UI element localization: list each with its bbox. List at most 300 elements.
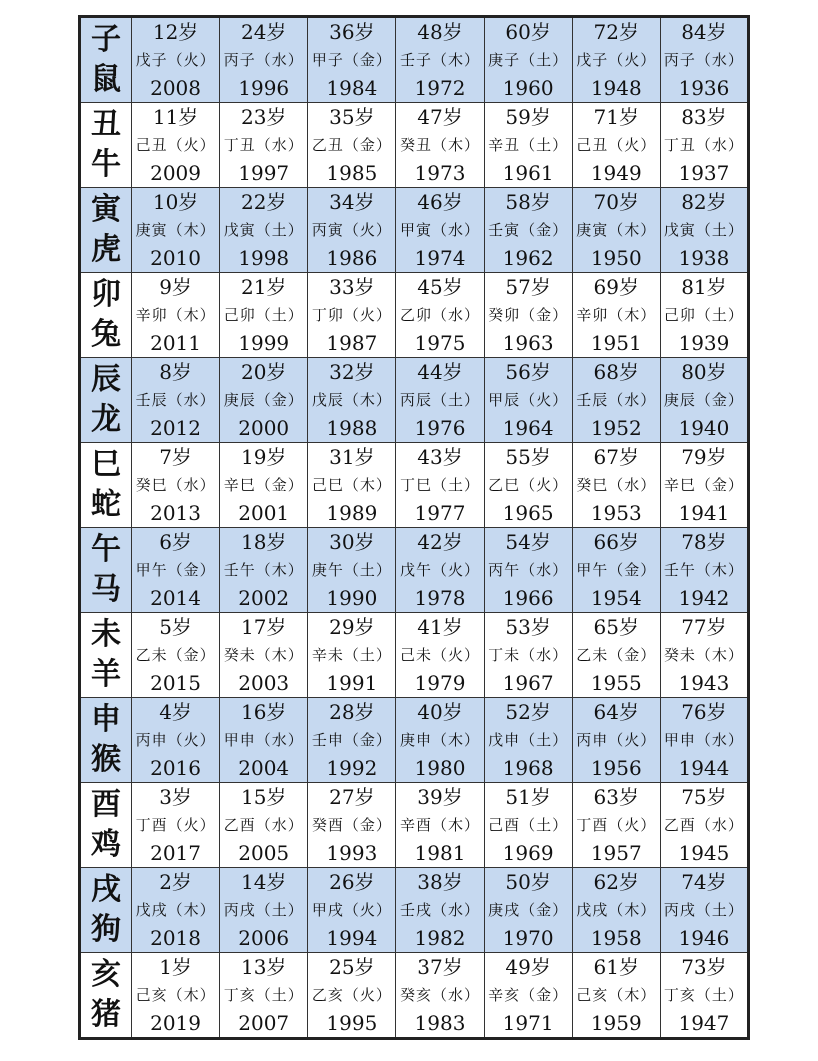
- ganzhi-element: 壬辰（水）: [576, 391, 657, 409]
- ganzhi-element: 乙未（金）: [135, 646, 216, 664]
- age-cell: [484, 953, 572, 1039]
- age: 50岁: [505, 870, 551, 894]
- zodiac-animal: 兔: [91, 317, 121, 352]
- zodiac-animal: 鸡: [91, 827, 121, 862]
- age-cell: [132, 443, 220, 528]
- age: 75岁: [681, 785, 727, 809]
- ganzhi-element: 壬申（金）: [311, 731, 392, 749]
- earthly-branch: 亥: [91, 957, 121, 992]
- age: 38岁: [417, 870, 463, 894]
- age-cell: [484, 17, 572, 103]
- birth-year: 2004: [238, 756, 290, 780]
- ganzhi-element: 戊子（火）: [576, 51, 657, 69]
- birth-year: 1977: [414, 501, 466, 525]
- age-cell: [660, 273, 748, 358]
- age-cell: [396, 273, 484, 358]
- zodiac-label-cell: [80, 868, 132, 953]
- ganzhi-element: 己酉（土）: [488, 816, 569, 834]
- birth-year: 2016: [150, 756, 202, 780]
- ganzhi-element: 辛卯（木）: [576, 306, 657, 324]
- birth-year: 1941: [678, 501, 730, 525]
- ganzhi-element: 丙戌（土）: [223, 901, 304, 919]
- birth-year: 1998: [238, 246, 290, 270]
- age: 9岁: [159, 275, 192, 299]
- birth-year: 2008: [150, 76, 202, 100]
- ganzhi-element: 丁酉（火）: [576, 816, 657, 834]
- birth-year: 1981: [414, 841, 466, 865]
- age-cell: [660, 698, 748, 783]
- birth-year: 1975: [414, 331, 466, 355]
- ganzhi-element: 壬戌（水）: [399, 901, 480, 919]
- age-cell: [484, 103, 572, 188]
- birth-year: 1953: [590, 501, 642, 525]
- age-cell: [660, 613, 748, 698]
- ganzhi-element: 丙子（水）: [223, 51, 304, 69]
- age-cell: [132, 188, 220, 273]
- birth-year: 1951: [590, 331, 642, 355]
- birth-year: 2015: [150, 671, 202, 695]
- age: 57岁: [505, 275, 551, 299]
- age: 47岁: [417, 105, 463, 129]
- ganzhi-element: 辛丑（土）: [488, 136, 569, 154]
- age-cell: [132, 358, 220, 443]
- age-cell: [220, 17, 308, 103]
- age: 3岁: [159, 785, 192, 809]
- age: 54岁: [505, 530, 551, 554]
- birth-year: 1989: [326, 501, 378, 525]
- age-cell: [660, 783, 748, 868]
- age: 71岁: [593, 105, 639, 129]
- age-cell: [132, 17, 220, 103]
- age-cell: [572, 273, 660, 358]
- birth-year: 1983: [414, 1011, 466, 1035]
- ganzhi-element: 壬午（木）: [223, 561, 304, 579]
- zodiac-label-cell: [80, 358, 132, 443]
- ganzhi-element: 庚寅（木）: [576, 221, 657, 239]
- ganzhi-element: 丙申（火）: [576, 731, 657, 749]
- age-cell: [484, 443, 572, 528]
- birth-year: 1991: [326, 671, 378, 695]
- age-cell: [660, 358, 748, 443]
- age: 58岁: [505, 190, 551, 214]
- age: 77岁: [681, 615, 727, 639]
- ganzhi-element: 丁亥（土）: [663, 986, 744, 1004]
- ganzhi-element: 丙申（火）: [135, 731, 216, 749]
- ganzhi-element: 戊寅（土）: [663, 221, 744, 239]
- age: 14岁: [240, 870, 287, 894]
- age-cell: [132, 868, 220, 953]
- age: 29岁: [329, 615, 375, 639]
- birth-year: 1969: [502, 841, 554, 865]
- ganzhi-element: 己丑（火）: [576, 136, 657, 154]
- birth-year: 1945: [678, 841, 730, 865]
- age-cell: [572, 528, 660, 613]
- zodiac-label-cell: [80, 698, 132, 783]
- age: 27岁: [329, 785, 375, 809]
- birth-year: 1968: [502, 756, 554, 780]
- age: 80岁: [681, 360, 727, 384]
- age-cell: [572, 868, 660, 953]
- birth-year: 1938: [678, 246, 730, 270]
- earthly-branch: 戌: [91, 872, 121, 907]
- age-cell: [572, 358, 660, 443]
- age-cell: [308, 613, 396, 698]
- ganzhi-element: 甲寅（水）: [399, 221, 480, 239]
- age-cell: [220, 953, 308, 1039]
- age-cell: [484, 613, 572, 698]
- birth-year: 1958: [590, 926, 642, 950]
- ganzhi-element: 戊午（火）: [399, 561, 480, 579]
- zodiac-animal: 龙: [91, 402, 121, 437]
- birth-year: 2001: [238, 501, 290, 525]
- age-cell: [396, 953, 484, 1039]
- age: 79岁: [681, 445, 727, 469]
- age: 65岁: [593, 615, 639, 639]
- age-cell: [660, 17, 748, 103]
- age: 76岁: [681, 700, 727, 724]
- age: 17岁: [240, 615, 287, 639]
- birth-year: 1942: [678, 586, 730, 610]
- ganzhi-element: 癸酉（金）: [311, 816, 392, 834]
- birth-year: 1963: [502, 331, 554, 355]
- birth-year: 2006: [238, 926, 290, 950]
- birth-year: 1984: [326, 76, 378, 100]
- age: 19岁: [240, 445, 287, 469]
- age-cell: [396, 17, 484, 103]
- table-row: [80, 273, 749, 358]
- ganzhi-element: 壬午（木）: [663, 561, 744, 579]
- age-cell: [484, 528, 572, 613]
- age: 30岁: [329, 530, 375, 554]
- age: 68岁: [593, 360, 639, 384]
- age-cell: [308, 103, 396, 188]
- birth-year: 2009: [150, 161, 202, 185]
- earthly-branch: 丑: [91, 107, 121, 142]
- age-cell: [220, 698, 308, 783]
- ganzhi-element: 己巳（木）: [311, 476, 392, 494]
- birth-year: 1936: [678, 76, 730, 100]
- age: 39岁: [417, 785, 463, 809]
- age-cell: [308, 953, 396, 1039]
- age-cell: [308, 358, 396, 443]
- birth-year: 2002: [238, 586, 290, 610]
- earthly-branch: 辰: [91, 362, 121, 397]
- ganzhi-element: 乙丑（金）: [311, 136, 392, 154]
- birth-year: 1949: [590, 161, 642, 185]
- age-cell: [132, 783, 220, 868]
- ganzhi-element: 丁巳（土）: [399, 476, 480, 494]
- ganzhi-element: 甲午（金）: [576, 561, 657, 579]
- ganzhi-element: 壬寅（金）: [488, 221, 569, 239]
- age: 42岁: [417, 530, 463, 554]
- ganzhi-element: 丁丑（水）: [663, 136, 744, 154]
- birth-year: 1997: [238, 161, 290, 185]
- age: 25岁: [329, 955, 375, 979]
- zodiac-label-cell: [80, 613, 132, 698]
- ganzhi-element: 己卯（土）: [663, 306, 744, 324]
- zodiac-animal: 蛇: [91, 487, 121, 522]
- ganzhi-element: 甲申（水）: [663, 731, 744, 749]
- ganzhi-element: 己卯（土）: [223, 306, 304, 324]
- age: 34岁: [329, 190, 375, 214]
- age: 10岁: [152, 190, 199, 214]
- age-cell: [572, 103, 660, 188]
- ganzhi-element: 丙戌（土）: [663, 901, 744, 919]
- birth-year: 1964: [502, 416, 554, 440]
- age-cell: [396, 613, 484, 698]
- birth-year: 1946: [678, 926, 730, 950]
- age: 18岁: [240, 530, 287, 554]
- birth-year: 1960: [502, 76, 554, 100]
- ganzhi-element: 庚辰（金）: [223, 391, 304, 409]
- ganzhi-element: 丙子（水）: [663, 51, 744, 69]
- age-cell: [396, 868, 484, 953]
- birth-year: 1956: [590, 756, 642, 780]
- birth-year: 1965: [502, 501, 554, 525]
- ganzhi-element: 甲子（金）: [311, 51, 392, 69]
- age: 43岁: [417, 445, 463, 469]
- birth-year: 2003: [238, 671, 290, 695]
- age-cell: [396, 188, 484, 273]
- ganzhi-element: 戊申（土）: [488, 731, 569, 749]
- birth-year: 1993: [326, 841, 378, 865]
- ganzhi-element: 庚子（土）: [488, 51, 569, 69]
- ganzhi-element: 己亥（木）: [576, 986, 657, 1004]
- earthly-branch: 申: [91, 702, 121, 737]
- ganzhi-element: 戊寅（土）: [223, 221, 304, 239]
- ganzhi-element: 己亥（木）: [135, 986, 216, 1004]
- age-cell: [660, 103, 748, 188]
- birth-year: 2007: [238, 1011, 290, 1035]
- age: 40岁: [417, 700, 463, 724]
- age: 33岁: [329, 275, 375, 299]
- age-cell: [132, 953, 220, 1039]
- age-cell: [484, 783, 572, 868]
- age: 31岁: [329, 445, 375, 469]
- age: 23岁: [240, 105, 287, 129]
- birth-year: 1987: [326, 331, 378, 355]
- age: 64岁: [593, 700, 639, 724]
- birth-year: 1994: [326, 926, 378, 950]
- age-cell: [572, 698, 660, 783]
- age-cell: [660, 528, 748, 613]
- ganzhi-element: 乙巳（火）: [488, 476, 569, 494]
- birth-year: 1970: [502, 926, 554, 950]
- age: 69岁: [593, 275, 639, 299]
- age: 2岁: [159, 870, 192, 894]
- age: 82岁: [681, 190, 727, 214]
- earthly-branch: 酉: [91, 787, 121, 822]
- age: 74岁: [681, 870, 727, 894]
- age-cell: [308, 188, 396, 273]
- ganzhi-element: 乙酉（水）: [223, 816, 304, 834]
- ganzhi-element: 丙寅（火）: [311, 221, 392, 239]
- age: 45岁: [417, 275, 463, 299]
- age: 1岁: [159, 955, 192, 979]
- table-row: [80, 783, 749, 868]
- age-cell: [132, 528, 220, 613]
- age: 26岁: [329, 870, 375, 894]
- age-cell: [572, 17, 660, 103]
- ganzhi-element: 己丑（火）: [135, 136, 216, 154]
- age-cell: [396, 358, 484, 443]
- birth-year: 1939: [678, 331, 730, 355]
- ganzhi-element: 丁亥（土）: [223, 986, 304, 1004]
- age: 78岁: [681, 530, 727, 554]
- zodiac-label-cell: [80, 103, 132, 188]
- age-cell: [660, 188, 748, 273]
- age: 12岁: [152, 20, 199, 44]
- birth-year: 1980: [414, 756, 466, 780]
- ganzhi-element: 丙午（水）: [488, 561, 569, 579]
- birth-year: 1995: [326, 1011, 378, 1035]
- age-cell: [484, 188, 572, 273]
- age: 59岁: [505, 105, 551, 129]
- birth-year: 2013: [150, 501, 202, 525]
- table-row: [80, 358, 749, 443]
- birth-year: 2017: [150, 841, 202, 865]
- age-cell: [396, 443, 484, 528]
- birth-year: 1948: [590, 76, 642, 100]
- age-cell: [220, 868, 308, 953]
- table-row: [80, 698, 749, 783]
- age-cell: [572, 783, 660, 868]
- birth-year: 1962: [502, 246, 554, 270]
- birth-year: 2014: [150, 586, 202, 610]
- zodiac-label-cell: [80, 783, 132, 868]
- ganzhi-element: 辛未（土）: [311, 646, 392, 664]
- zodiac-label-cell: [80, 273, 132, 358]
- age-cell: [308, 17, 396, 103]
- age-cell: [660, 868, 748, 953]
- ganzhi-element: 辛巳（金）: [663, 476, 744, 494]
- birth-year: 1979: [414, 671, 466, 695]
- age: 5岁: [159, 615, 192, 639]
- age-cell: [308, 698, 396, 783]
- age: 6岁: [159, 530, 192, 554]
- birth-year: 1985: [326, 161, 378, 185]
- ganzhi-element: 壬子（木）: [399, 51, 480, 69]
- ganzhi-element: 丁酉（火）: [135, 816, 216, 834]
- age-cell: [572, 443, 660, 528]
- age-cell: [396, 528, 484, 613]
- ganzhi-element: 庚辰（金）: [663, 391, 744, 409]
- ganzhi-element: 癸卯（金）: [488, 306, 569, 324]
- zodiac-animal: 牛: [91, 147, 121, 182]
- age: 53岁: [505, 615, 551, 639]
- age: 66岁: [593, 530, 639, 554]
- table-row: [80, 17, 749, 103]
- age-cell: [660, 443, 748, 528]
- ganzhi-element: 丁丑（水）: [223, 136, 304, 154]
- age-cell: [308, 868, 396, 953]
- birth-year: 1990: [326, 586, 378, 610]
- birth-year: 1967: [502, 671, 554, 695]
- age-cell: [132, 698, 220, 783]
- age: 20岁: [240, 360, 287, 384]
- ganzhi-element: 辛卯（木）: [135, 306, 216, 324]
- ganzhi-element: 辛巳（金）: [223, 476, 304, 494]
- ganzhi-element: 甲戌（火）: [311, 901, 392, 919]
- age: 84岁: [681, 20, 727, 44]
- ganzhi-element: 辛酉（木）: [399, 816, 480, 834]
- age-cell: [220, 528, 308, 613]
- birth-year: 1996: [238, 76, 290, 100]
- birth-year: 1992: [326, 756, 378, 780]
- ganzhi-element: 甲午（金）: [135, 561, 216, 579]
- age: 62岁: [593, 870, 639, 894]
- ganzhi-element: 己未（火）: [399, 646, 480, 664]
- birth-year: 1986: [326, 246, 378, 270]
- age: 72岁: [593, 20, 639, 44]
- age: 61岁: [593, 955, 639, 979]
- age: 11岁: [152, 105, 199, 129]
- age-cell: [132, 613, 220, 698]
- age: 32岁: [329, 360, 375, 384]
- ganzhi-element: 癸巳（水）: [576, 476, 657, 494]
- age: 67岁: [593, 445, 639, 469]
- age: 15岁: [240, 785, 287, 809]
- ganzhi-element: 甲申（水）: [223, 731, 304, 749]
- age-cell: [572, 953, 660, 1039]
- birth-year: 2018: [150, 926, 202, 950]
- birth-year: 1954: [590, 586, 642, 610]
- age: 8岁: [159, 360, 192, 384]
- birth-year: 1966: [502, 586, 554, 610]
- zodiac-animal: 鼠: [91, 62, 121, 97]
- age: 73岁: [681, 955, 727, 979]
- birth-year: 1950: [590, 246, 642, 270]
- age-cell: [220, 613, 308, 698]
- age-cell: [572, 613, 660, 698]
- zodiac-animal: 虎: [91, 232, 121, 267]
- age-cell: [396, 783, 484, 868]
- age: 13岁: [240, 955, 287, 979]
- ganzhi-element: 乙未（金）: [576, 646, 657, 664]
- age-cell: [220, 273, 308, 358]
- birth-year: 1955: [590, 671, 642, 695]
- birth-year: 1974: [414, 246, 466, 270]
- ganzhi-element: 乙亥（火）: [311, 986, 392, 1004]
- ganzhi-element: 戊戌（木）: [576, 901, 657, 919]
- age: 60岁: [505, 20, 551, 44]
- age-cell: [308, 273, 396, 358]
- zodiac-animal: 猴: [91, 742, 121, 777]
- zodiac-label-cell: [80, 953, 132, 1039]
- birth-year: 1999: [238, 331, 290, 355]
- age: 49岁: [505, 955, 551, 979]
- birth-year: 1944: [678, 756, 730, 780]
- age-cell: [308, 528, 396, 613]
- age: 37岁: [417, 955, 463, 979]
- age: 46岁: [417, 190, 463, 214]
- age: 4岁: [159, 700, 192, 724]
- age-cell: [572, 188, 660, 273]
- age-cell: [396, 103, 484, 188]
- age-cell: [484, 358, 572, 443]
- age: 28岁: [329, 700, 375, 724]
- birth-year: 1961: [502, 161, 554, 185]
- birth-year: 2019: [150, 1011, 202, 1035]
- ganzhi-element: 庚午（土）: [311, 561, 392, 579]
- age: 41岁: [417, 615, 463, 639]
- earthly-branch: 午: [91, 532, 121, 567]
- ganzhi-element: 丙辰（土）: [399, 391, 480, 409]
- age: 51岁: [505, 785, 551, 809]
- birth-year: 1957: [590, 841, 642, 865]
- ganzhi-element: 癸丑（木）: [399, 136, 480, 154]
- table-row: [80, 443, 749, 528]
